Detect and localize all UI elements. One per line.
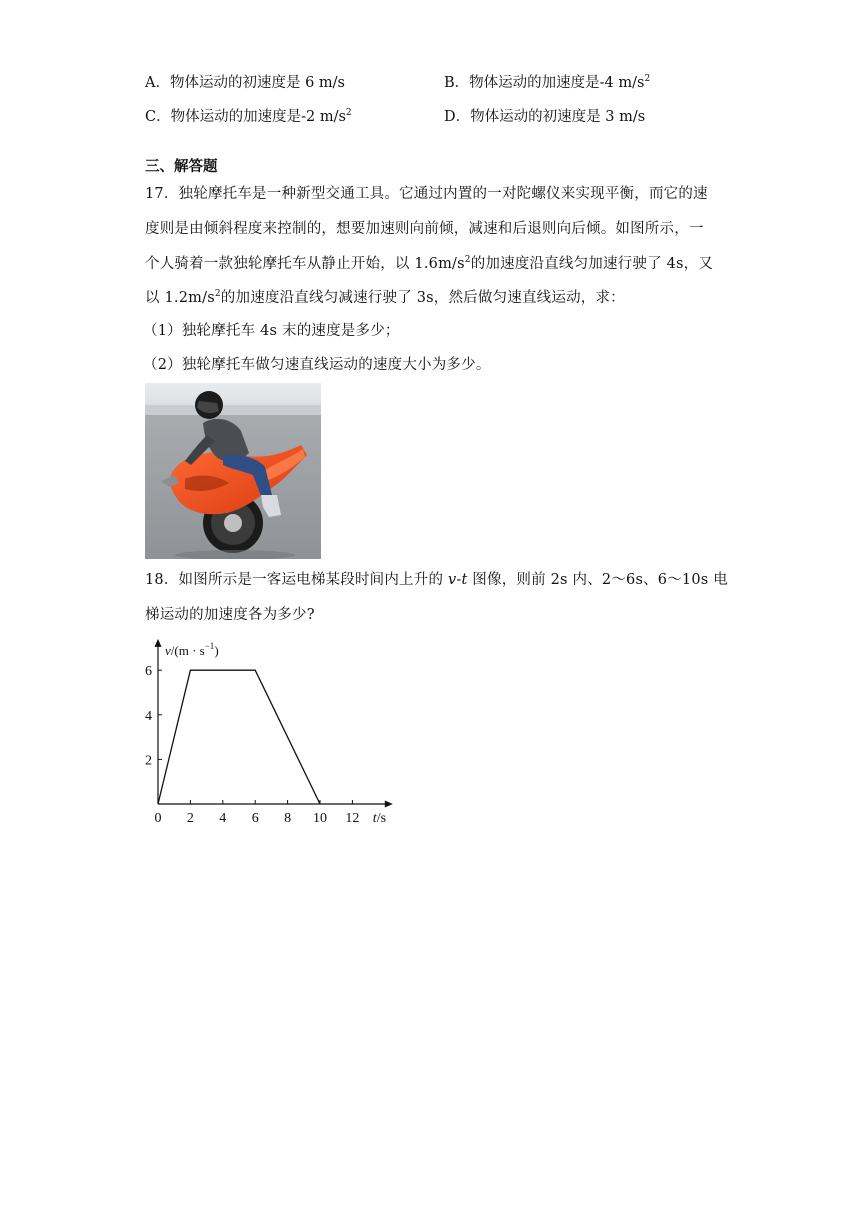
option-c	[145, 107, 352, 127]
q17-exp-2: 2	[214, 289, 221, 299]
monowheel-photo	[145, 383, 321, 559]
x-axis-arrow	[385, 801, 393, 808]
q17-line-2: 度则是由倾斜程度来控制的，想要加速则向前倾，减速和后退则向后倾。如图所示，一	[145, 221, 704, 237]
q17-line-4b: 的加速度沿直线匀减速行驶了 3s，然后做匀速直线运动，求：	[220, 290, 625, 306]
x-axis-label: t/s	[372, 811, 387, 826]
x-tick-label: 12	[345, 811, 360, 826]
vt-graph	[136, 638, 396, 828]
option-b-text: B．物体运动的加速度是-4 m/s	[444, 75, 645, 91]
x-tick-label: 6	[251, 811, 259, 826]
q18-line-1	[145, 570, 728, 590]
option-c-text: C．物体运动的加速度是-2 m/s	[145, 109, 346, 125]
q18-vt-label: v-t	[447, 572, 468, 588]
q17-sub-1: （1）独轮摩托车 4s 末的速度是多少；	[143, 323, 400, 339]
option-b-exponent: 2	[644, 74, 651, 84]
y-tick-label: 2	[145, 753, 152, 769]
x-tick-label: 8	[284, 811, 292, 826]
x-tick-label: 10	[313, 811, 327, 826]
series-line	[158, 670, 320, 804]
option-a: A．物体运动的初速度是 6 m/s	[145, 75, 345, 91]
option-c-exponent: 2	[345, 108, 352, 118]
x-tick-label: 0	[154, 811, 162, 826]
y-tick-label: 4	[145, 708, 152, 724]
vt-graph-svg	[136, 638, 396, 828]
q18-line-2: 梯运动的加速度各为多少?	[145, 607, 315, 623]
y-axis-label: $v/(m \cdot s^{-1})$	[165, 641, 219, 658]
option-d: D．物体运动的初速度是 3 m/s	[444, 109, 646, 125]
q17-line-4	[145, 288, 625, 308]
q18-line-1b: 图像，则前 2s 内、2～6s、6～10s 电	[467, 572, 728, 588]
q17-line-1: 17．独轮摩托车是一种新型交通工具。它通过内置的一对陀螺仪来实现平衡，而它的速	[145, 186, 708, 202]
q18-line-1a: 18．如图所示是一客运电梯某段时间内上升的	[145, 572, 448, 588]
q17-sub-2: （2）独轮摩托车做匀速直线运动的速度大小为多少。	[143, 357, 491, 373]
x-tick-label: 2	[186, 811, 194, 826]
y-tick-label: 6	[145, 664, 152, 680]
q17-line-4a: 以 1.2m/s	[145, 290, 215, 306]
q17-exp-1: 2	[464, 255, 471, 265]
y-axis-arrow	[155, 639, 162, 647]
x-tick-label: 4	[219, 811, 227, 826]
q17-line-3b: 的加速度沿直线匀加速行驶了 4s，又	[470, 256, 714, 272]
q17-line-3	[145, 254, 713, 274]
section-title: 三、解答题	[145, 159, 218, 175]
q17-line-3a: 个人骑着一款独轮摩托车从静止开始，以 1.6m/s	[145, 256, 465, 272]
option-b	[444, 73, 650, 93]
